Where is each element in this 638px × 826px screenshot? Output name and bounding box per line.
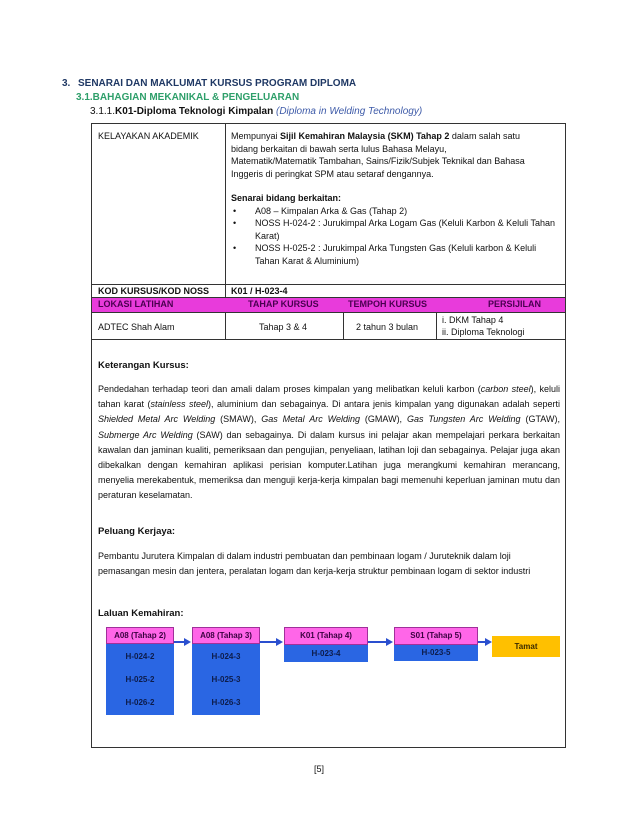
flow-arrow-head (386, 638, 393, 646)
flow-arrow (260, 641, 277, 643)
divider (225, 124, 226, 298)
persijilan-2: ii. Diploma Teknologi (442, 327, 525, 337)
flow-item: H-026-3 (211, 698, 241, 707)
keterangan-part: Pendedahan terhadap teori dan amali dalam proses kimpalan yang melibatkan keluli karbon ( (98, 384, 481, 394)
header-tahap: TAHAP KURSUS (248, 299, 319, 309)
kelayakan-text (231, 130, 561, 180)
subsection-heading: 3.1.BAHAGIAN MEKANIKAL & PENGELUARAN (76, 92, 300, 103)
keterangan-term: Gas Metal Arc Welding (261, 414, 360, 425)
divider (92, 312, 565, 313)
table-header-row (92, 298, 565, 312)
keterangan-term: stainless steel (150, 399, 209, 410)
flow-step-body (106, 644, 174, 715)
section-number: 3. (62, 78, 71, 89)
row-persijilan (442, 314, 524, 338)
kelayakan-line1-pre: Mempunyai (231, 131, 281, 141)
keterangan-part: ), keluli tahan karat ( (98, 384, 560, 410)
flow-step-body (394, 645, 478, 661)
header-lokasi: LOKASI LATIHAN (98, 299, 174, 309)
keterangan-term: Submerge Arc Welding (98, 429, 193, 440)
flow-step-header: K01 (Tahap 4) (284, 627, 368, 645)
laluan-title: Laluan Kemahiran: (98, 608, 184, 619)
header-persijilan: PERSIJILAN (488, 299, 542, 309)
section-heading (62, 78, 356, 89)
senarai-title: Senarai bidang berkaitan: (231, 193, 342, 203)
flow-item: H-025-3 (211, 675, 241, 684)
flow-item: H-026-2 (125, 698, 155, 707)
flow-arrow-head (485, 638, 492, 646)
header-tempoh: TEMPOH KURSUS (348, 299, 428, 309)
course-heading (90, 106, 422, 117)
keterangan-term: Gas Tungsten Arc Welding (406, 414, 521, 425)
keterangan-part: (SMAW), (215, 414, 262, 425)
flow-arrow-head (276, 638, 283, 646)
flow-arrow-head (184, 638, 191, 646)
senarai-list (231, 205, 561, 268)
flow-step-body (192, 644, 260, 715)
flow-step-body (284, 645, 368, 662)
course-code-title: K01-Diploma Teknologi Kimpalan (115, 106, 274, 117)
senarai-item: • NOSS H-025-2 : Jurukimpal Arka Tungsten Gas (Keluli karbon & Keluli Tahan Karat & Aluminium) (231, 242, 561, 267)
keterangan-part: (GTAW), (520, 414, 560, 425)
flow-step-header: A08 (Tahap 3) (192, 627, 260, 644)
keterangan-part: (SAW) dan sebagainya. Di dalam kursus ini pelajar akan mempelajari perkara berkaitan kawalan dan jaminan kualiti, pemeriksaan dan pengujian, penyeliaan, latihan loji dan sebagainya. Pelajar juga akan dibekalkan dengan kemahiran aplikasi perisian komputer.Latihan juga merangkumi kemahiran merancang, menyelia merekabentuk, memeriksa dan menguji kerja-kerja kimpalan bagi memenuhi keperluan jaminan mutu dan peraturan keselamatan. (98, 429, 560, 501)
course-info-table (91, 123, 566, 748)
persijilan-1: i. DKM Tahap 4 (442, 315, 504, 325)
flow-item: H-023-4 (311, 649, 341, 658)
divider (225, 312, 226, 339)
divider (92, 339, 565, 340)
keterangan-part: (GMAW), (360, 414, 407, 425)
page-number: [5] (313, 764, 324, 774)
keterangan-term: carbon steel (480, 384, 531, 394)
divider (436, 312, 437, 339)
row-lokasi: ADTEC Shah Alam (98, 322, 175, 332)
kelayakan-line4: Inggeris di peringkat SPM atau setaraf dengannya. (231, 168, 434, 179)
flow-end: Tamat (492, 636, 560, 657)
divider (343, 312, 344, 339)
flow-item: H-025-2 (125, 675, 155, 684)
kelayakan-line2: bidang berkaitan di bawah serta lulus Bahasa Melayu, (231, 143, 447, 154)
flow-item: H-024-3 (211, 652, 241, 661)
kod-value: K01 / H-023-4 (231, 286, 288, 296)
flow-arrow (368, 641, 387, 643)
kelayakan-content (231, 130, 561, 267)
flow-item: H-023-5 (421, 648, 451, 657)
row-tempoh: 2 tahun 3 bulan (356, 322, 419, 332)
flow-step-header: A08 (Tahap 2) (106, 627, 174, 644)
flow-step-header: S01 (Tahap 5) (394, 627, 478, 645)
kelayakan-skm: Sijil Kemahiran Malaysia (SKM) Tahap 2 (280, 131, 450, 141)
senarai-item: • A08 – Kimpalan Arka & Gas (Tahap 2) (231, 205, 561, 218)
course-english-title: (Diploma in Welding Technology) (275, 106, 423, 117)
keterangan-title: Keterangan Kursus: (98, 360, 189, 371)
peluang-title: Peluang Kerjaya: (98, 526, 176, 537)
kelayakan-line1-post: dalam salah satu (449, 131, 520, 141)
keterangan-text (98, 382, 560, 504)
kelayakan-label: KELAYAKAN AKADEMIK (98, 131, 199, 141)
course-number: 3.1.1. (90, 106, 116, 117)
keterangan-part: ), aluminium dan sebagainya. Di antara jenis kimpalan yang digunakan adalah seperti (208, 399, 561, 410)
section-title: SENARAI DAN MAKLUMAT KURSUS PROGRAM DIPLOMA (78, 78, 357, 89)
keterangan-term: Shielded Metal Arc Welding (98, 414, 216, 425)
kod-label: KOD KURSUS/KOD NOSS (98, 286, 210, 296)
senarai-item: • NOSS H-024-2 : Jurukimpal Arka Logam Gas (Keluli Karbon & Keluli Tahan Karat) (231, 217, 561, 242)
row-tahap: Tahap 3 & 4 (259, 322, 308, 332)
peluang-text: Pembantu Jurutera Kimpalan di dalam industri pembuatan dan pembinaan logam / Juruteknik dalam loji pemasangan mesin dan jentera, peralatan logam dan kerja-kerja struktur pembinaan logam di sektor industri (98, 551, 531, 577)
flow-item: H-024-2 (125, 652, 155, 661)
kelayakan-line3: Matematik/Matematik Tambahan, Sains/Fizik/Subjek Teknikal dan Bahasa (231, 156, 525, 166)
